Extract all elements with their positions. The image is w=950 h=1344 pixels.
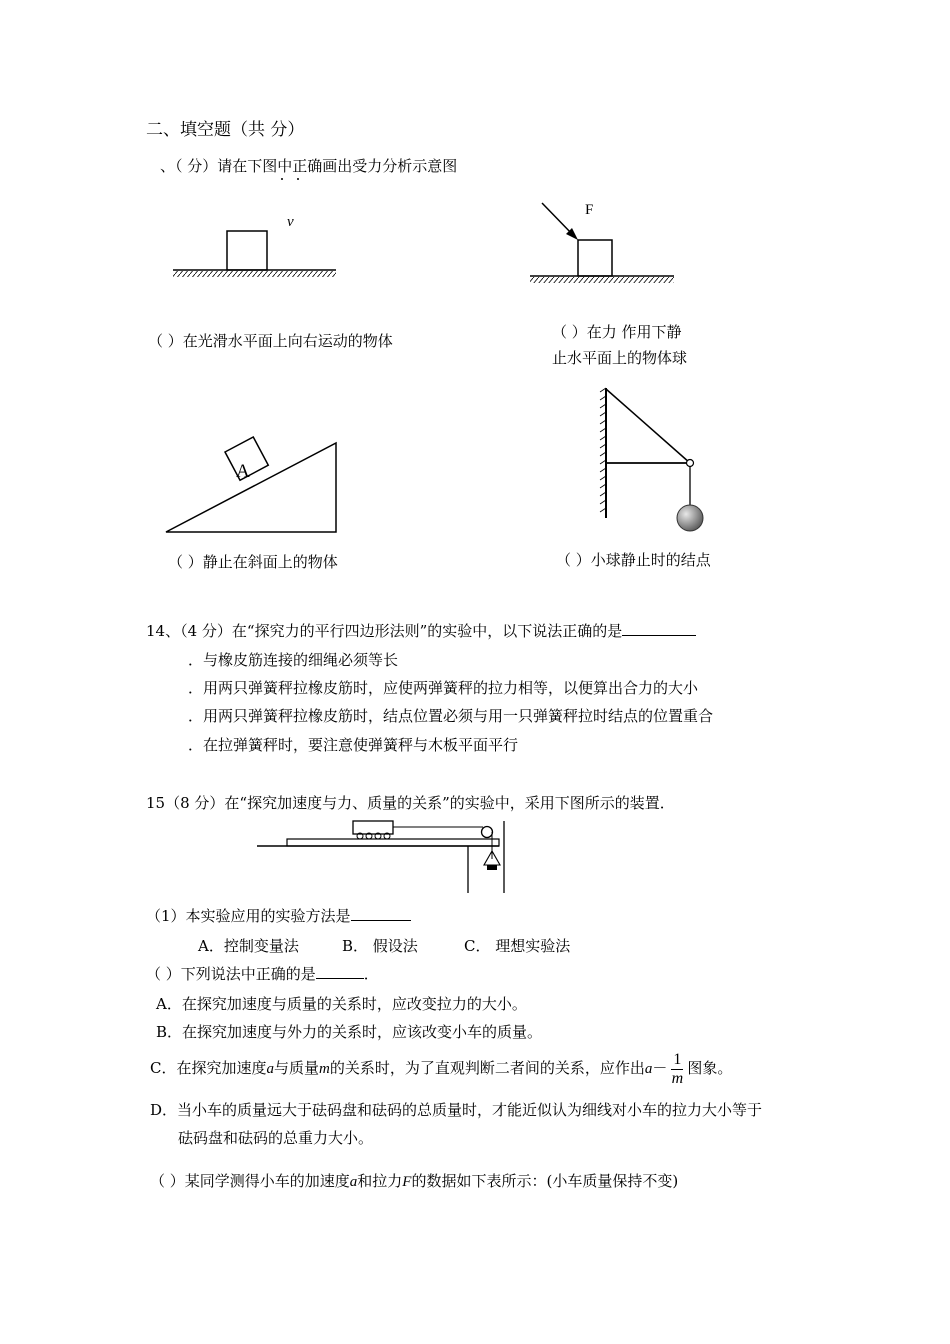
q14-option: ．用两只弹簧秤拉橡皮筋时，结点位置必须与用一只弹簧秤拉时结点的位置重合 (188, 707, 714, 725)
force-label: F (585, 202, 594, 218)
answer-blank[interactable] (351, 920, 411, 921)
fig2-force-on-block (528, 200, 678, 290)
q14-stem: 14、（4 分）在“探究力的平行四边形法则”的实验中，以下说法正确的是 (146, 621, 696, 641)
fig4-hanging-ball (600, 386, 720, 536)
fig3-incline (163, 440, 343, 540)
fig1-block-on-surface (170, 220, 340, 280)
q14-option: ．在拉弹簧秤时，要注意使弹簧秤与木板平面平行 (188, 736, 519, 754)
emphasis-dot (281, 178, 283, 180)
answer-blank[interactable] (622, 635, 696, 636)
q15-sub3-stem: （ ）某同学测得小车的加速度a和拉力F的数据如下表所示：(小车质量保持不变) (150, 1172, 679, 1190)
fig2-caption-line1: （ ）在力 作用下静 (552, 323, 682, 341)
q15-sub2-option-d-line2: 砝码盘和砝码的总重力大小。 (178, 1129, 374, 1147)
q14-option: ．用两只弹簧秤拉橡皮筋时，应使两弹簧秤的拉力相等，以便算出合力的大小 (188, 679, 699, 697)
answer-blank[interactable] (316, 978, 364, 979)
fig1-caption: （ ）在光滑水平面上向右运动的物体 (148, 332, 393, 350)
q15-sub1-option-c: C． 理想实验法 (464, 937, 571, 955)
fraction-one-over-m: $\frac{1}{m}$ (671, 1050, 684, 1087)
fig2-caption-line2: 止水平面上的物体球 (552, 349, 688, 367)
block-label-a: A (236, 461, 250, 482)
fig4-caption: （ ）小球静止时的结点 (556, 551, 711, 569)
q15-sub1-option-b: B． 假设法 (342, 937, 418, 955)
velocity-label: v (287, 214, 294, 230)
q15-stem: 15（8 分）在“探究加速度与力、质量的关系”的实验中，采用下图所示的装置． (146, 794, 675, 812)
q15-sub2-stem: （ ）下列说法中正确的是 ． (146, 965, 379, 983)
q15-sub1-stem: （1）本实验应用的实验方法是 (146, 906, 411, 926)
q15-sub2-option-c: C．在探究加速度a与质量m的关系时，为了直观判断二者间的关系，应作出a－ $\frac{1}{m}$ 图象。 (150, 1050, 733, 1087)
q15-sub2-option-b: B．在探究加速度与外力的关系时，应该改变小车的质量。 (156, 1023, 543, 1041)
q15-sub2-option-d-line1: D．当小车的质量远大于砝码盘和砝码的总质量时，才能近似认为细线对小车的拉力大小等于 (150, 1101, 763, 1119)
section-title: 二、填空题（共 分） (146, 120, 305, 140)
emphasis-dot (297, 178, 299, 180)
q14-option: ．与橡皮筋连接的细绳必须等长 (188, 651, 399, 669)
q13-stem: 、（ 分）请在下图中正确画出受力分析示意图 (160, 157, 458, 175)
q15-sub1-option-a: A．控制变量法 (198, 937, 299, 955)
q15-sub2-option-a: A．在探究加速度与质量的关系时，应改变拉力的大小。 (156, 995, 527, 1013)
fig3-caption: （ ）静止在斜面上的物体 (168, 553, 338, 571)
q15-apparatus (255, 815, 515, 895)
